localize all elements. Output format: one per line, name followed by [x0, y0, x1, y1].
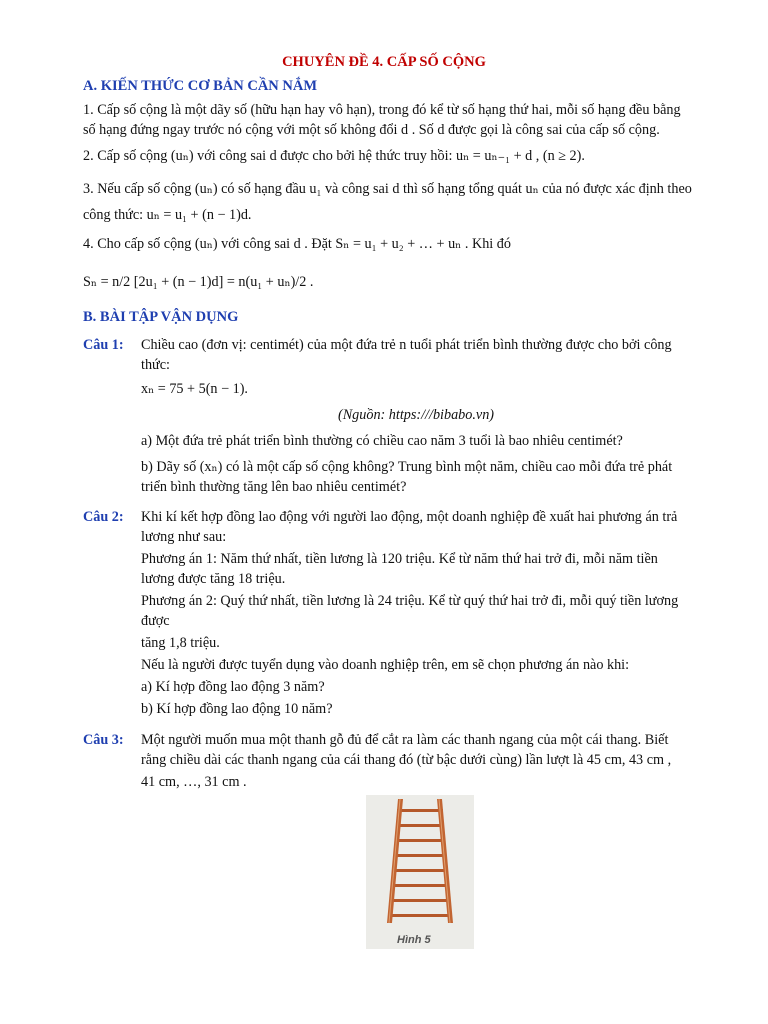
question-1-part-b: b) Dãy số (xₙ) có là một cấp số cộng không? Trung bình một năm, chiều cao mỗi đứa trẻ phát triển bình thường tăng lên bao nhiêu centimét? — [141, 459, 673, 495]
question-2-label: Câu 2: — [83, 509, 124, 525]
question-3-values: 41 cm, …, 31 cm . — [141, 774, 247, 790]
question-3-stem: Một người muốn mua một thanh gỗ đủ để cắt ra làm các thanh ngang của một cái thang. Biết rằng chiều dài các thanh ngang của cái thang đó (từ bậc dưới cùng) lần lượt là 45 cm, 43 cm , — [141, 732, 672, 768]
theory-item-4: 4. Cho cấp số cộng (uₙ) với công sai d . Đặt Sₙ = u₁ + u₂ + … + uₙ . Khi đó — [83, 236, 511, 252]
question-2-stem: Khi kí kết hợp đồng lao động với người lao động, một doanh nghiệp đề xuất hai phương án trả lương như sau: — [141, 509, 678, 545]
section-b-heading: B. BÀI TẬP VẬN DỤNG — [83, 309, 239, 325]
question-2-option-1: Phương án 1: Năm thứ nhất, tiền lương là 120 triệu. Kể từ năm thứ hai trở đi, mỗi năm tiền lương được tăng 18 triệu. — [141, 551, 658, 587]
ladder-icon — [366, 795, 474, 949]
question-2-option-2-cont: tăng 1,8 triệu. — [141, 635, 220, 651]
figure-caption: Hình 5 — [397, 934, 431, 946]
question-1-body — [141, 335, 691, 499]
question-1-stem: Chiều cao (đơn vị: centimét) của một đứa trẻ n tuổi phát triển bình thường được cho bởi công thức: — [141, 337, 672, 373]
question-2-part-a: a) Kí hợp đồng lao động 3 năm? — [141, 679, 325, 695]
ladder-figure — [366, 795, 474, 949]
question-2-prompt: Nếu là người được tuyển dụng vào doanh nghiệp trên, em sẽ chọn phương án nào khi: — [141, 657, 630, 673]
theory-item-2: 2. Cấp số cộng (uₙ) với công sai d được cho bởi hệ thức truy hồi: uₙ = uₙ₋₁ + d , (n ≥ 2). — [83, 148, 585, 164]
section-a-heading: A. KIẾN THỨC CƠ BẢN CẦN NẮM — [83, 78, 318, 94]
question-2-option-2: Phương án 2: Quý thứ nhất, tiền lương là 24 triệu. Kể từ quý thứ hai trở đi, mỗi quý tiền lương được — [141, 593, 679, 629]
theory-item-1: 1. Cấp số cộng là một dãy số (hữu hạn hay vô hạn), trong đó kể từ số hạng thứ hai, mỗi số hạng đều bằng số hạng đứng ngay trước nó cộng với một số không đổi d . Số d được gọi là công sai của cấp số cộng. — [83, 102, 681, 138]
question-3-body — [141, 730, 691, 794]
document-title: CHUYÊN ĐỀ 4. CẤP SỐ CỘNG — [282, 54, 486, 70]
question-3-label: Câu 3: — [83, 732, 124, 748]
question-1-part-a: a) Một đứa trẻ phát triển bình thường có chiều cao năm 3 tuổi là bao nhiêu centimét? — [141, 433, 623, 449]
theory-item-3: 3. Nếu cấp số cộng (uₙ) có số hạng đầu u₁ và công sai d thì số hạng tổng quát uₙ của nó được xác định theo công thức: uₙ = u₁ + (n − 1)d. — [83, 181, 692, 223]
question-2-body — [141, 507, 691, 721]
question-1-formula: xₙ = 75 + 5(n − 1). — [141, 381, 248, 397]
question-1-label: Câu 1: — [83, 337, 124, 353]
theory-item-4-formula: Sₙ = n/2 [2u₁ + (n − 1)d] = n(u₁ + uₙ)/2 . — [83, 274, 314, 290]
question-1-source: (Nguồn: https:///bibabo.vn) — [337, 407, 495, 423]
question-2-part-b: b) Kí hợp đồng lao động 10 năm? — [141, 701, 333, 717]
